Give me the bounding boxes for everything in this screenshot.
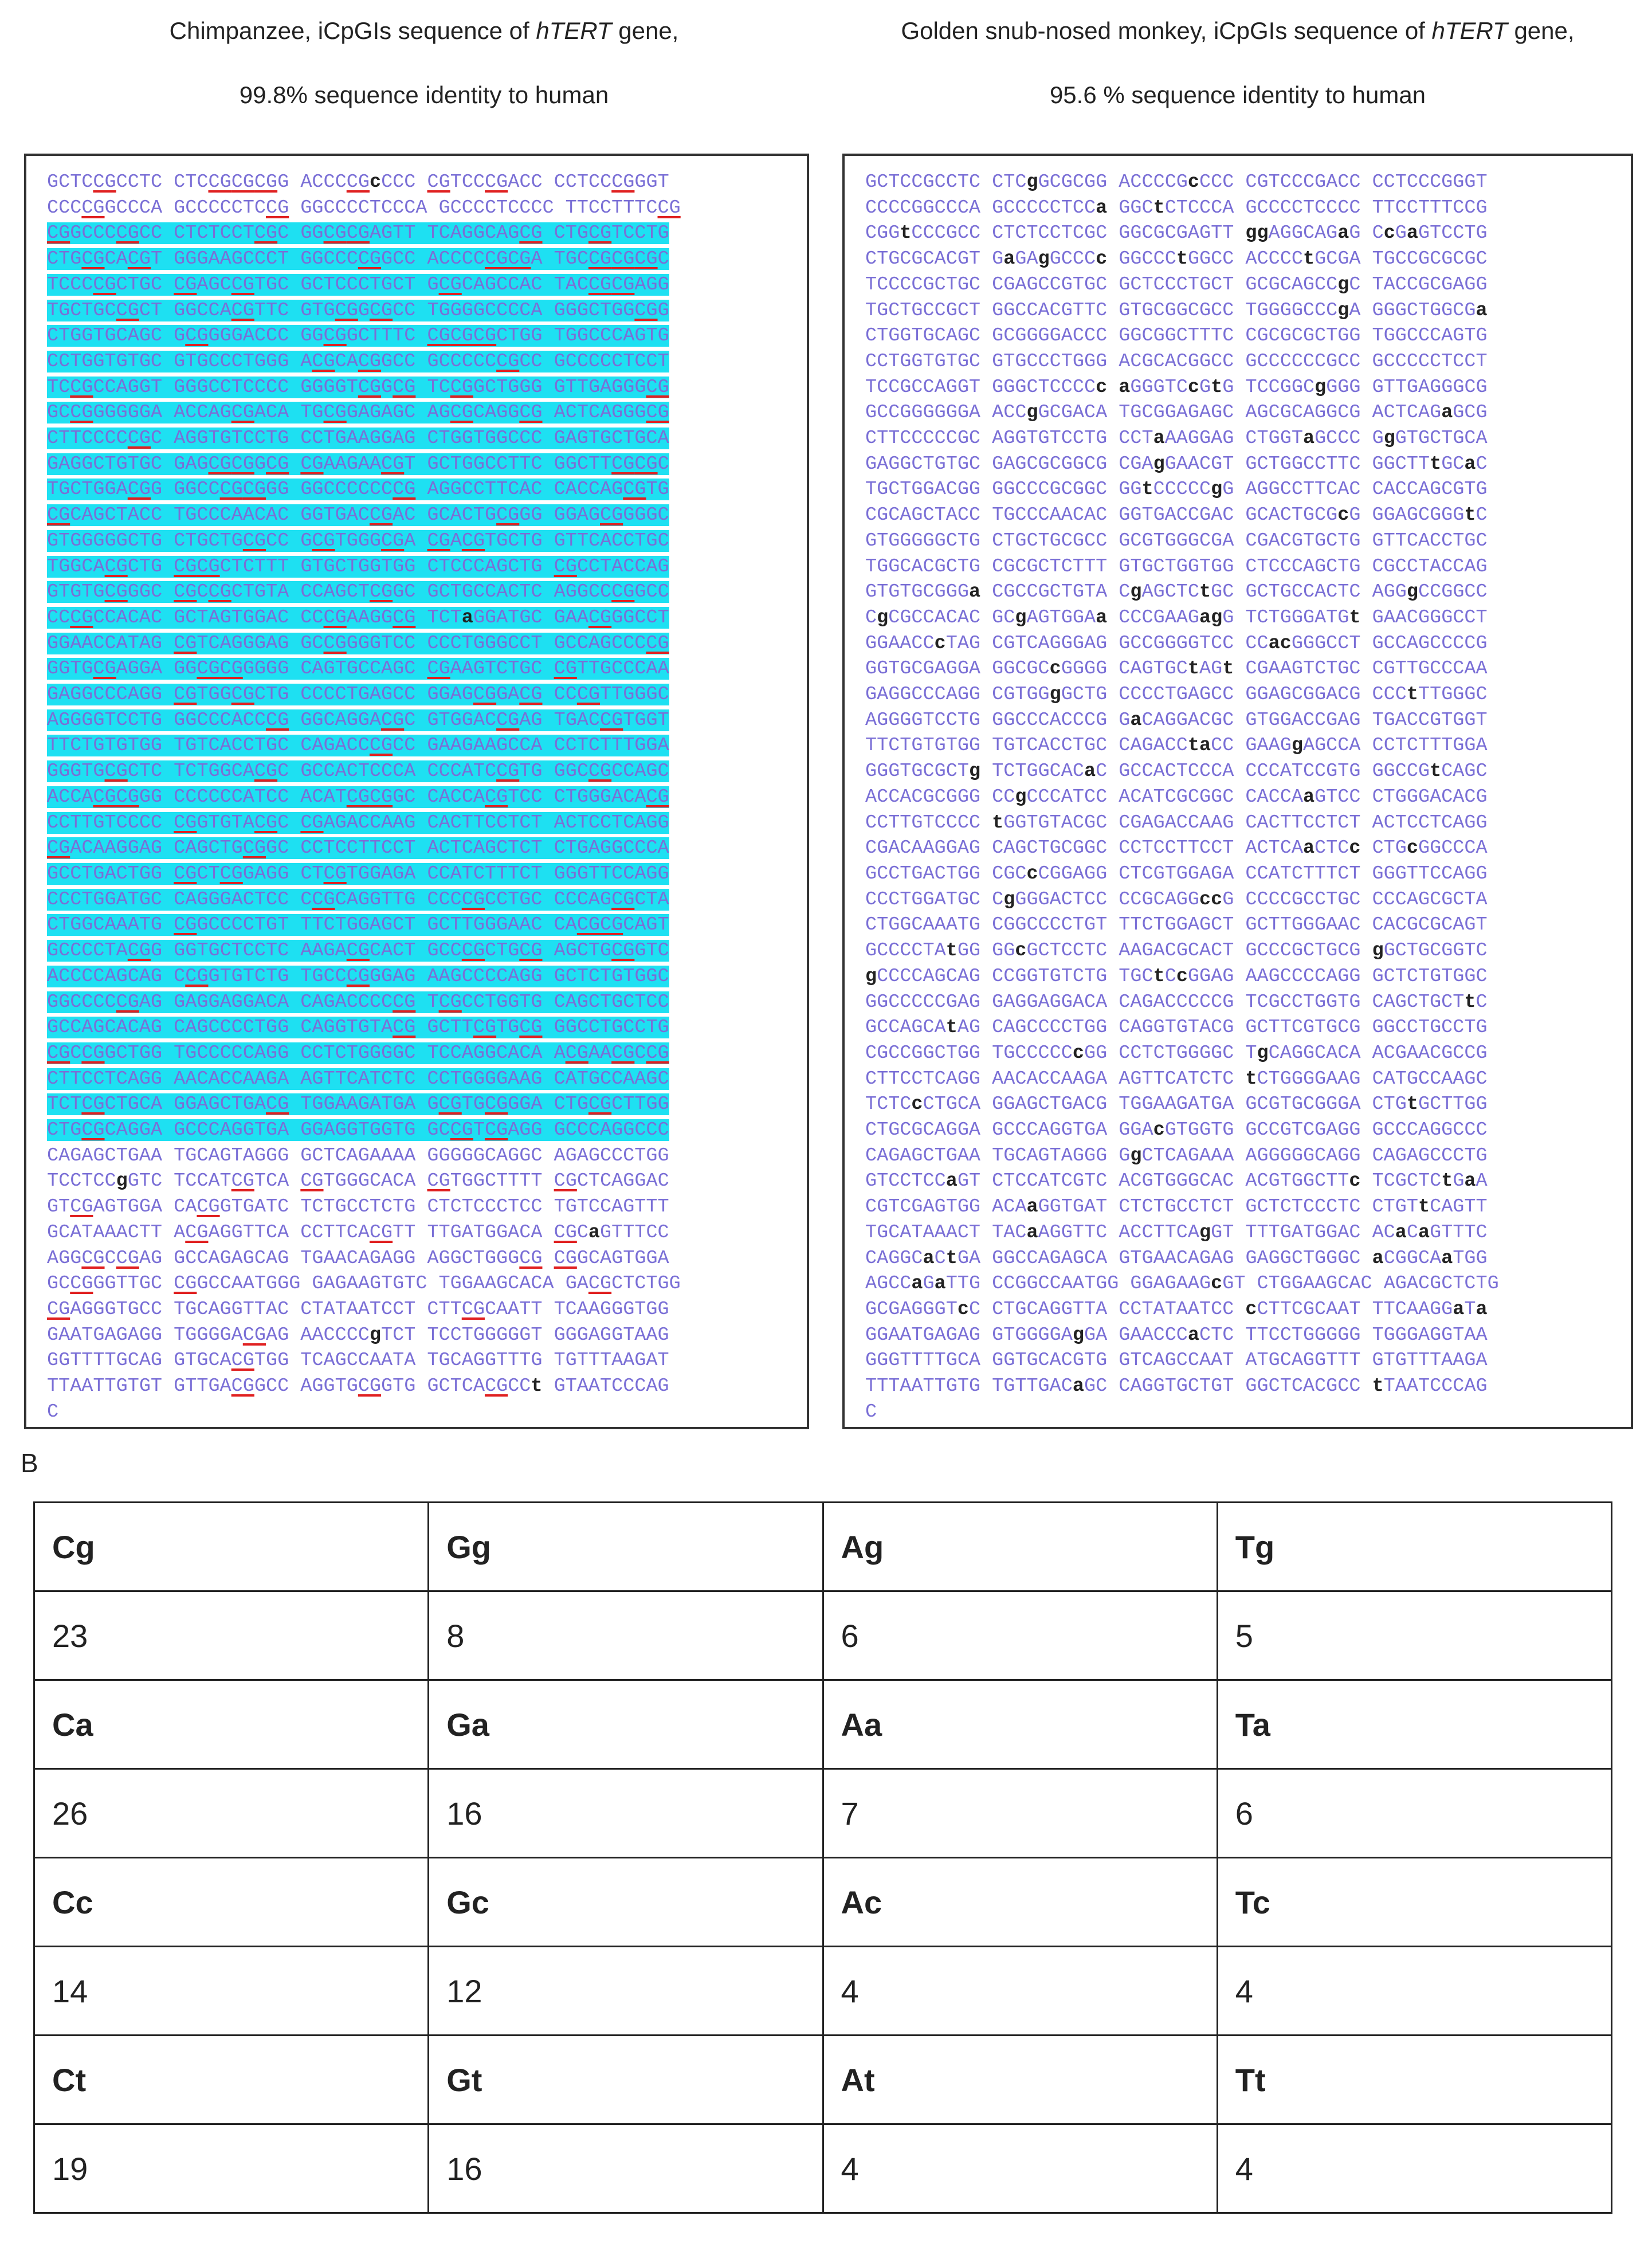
sequence-line: AGGGGTCCTG GGCCCACCCG GGCAGGACGC GTGGACCGAG TGACCGTGGT: [47, 709, 669, 731]
sequence-line: TCCGCCAGGT GGGCCTCCCC GGGGTCGGCG TCCGGCTGGG GTTGAGGGCG: [47, 376, 669, 398]
sequence-line: GAGGCTGTGC GAGCGCGGCG CGAgGAACGT GCTGGCCTTC GGCTTtGCaC: [865, 453, 1488, 475]
table-row: [34, 1858, 1612, 1947]
sequence-line: C: [865, 1401, 877, 1423]
sequence-line: GCCTGACTGG CGCTCGGAGG CTCGTGGAGA CCATCTTTCT GGGTTCCAGG: [47, 862, 669, 885]
sequence-line: GAGGCCCAGG CGTGGgGCTG CCCCTGAGCC GGAGCGGACG CCCtTTGGGC: [865, 684, 1488, 706]
sequence-line: AGGGGTCCTG GGCCCACCCG GaCAGGACGC GTGGACCGAG TGACCGTGGT: [865, 709, 1488, 731]
sequence-line: GGCCCCCGAG GAGGAGGACA CAGACCCCCG TCGCCTGGTG CAGCTGCTCC: [47, 991, 669, 1013]
sequence-line: CCCTGGATGC CAGGGACTCC CCGCAGGTTG CCCCGCCTGC CCCAGCGCTA: [47, 888, 669, 911]
sequence-line: CGAGGGTGCC TGCAGGTTAC CTATAATCCT CTTCGCAATT TCAAGGGTGG: [47, 1298, 669, 1320]
sequence-line: GAGGCTGTGC GAGCGCGGCG CGAAGAACGT GCTGGCCTTC GGCTTCGCGC: [47, 453, 669, 475]
sequence-line: GGGTTTTGCA GGTGCACGTG GTCAGCCAAT ATGCAGGTTT GTGTTTAAGA: [865, 1350, 1488, 1372]
count-cell: 12: [429, 1947, 823, 2036]
sequence-line: GCCAGCAtAG CAGCCCCTGG CAGGTGTACG GCTTCGTGCG GGCCTGCCTG: [865, 1017, 1488, 1039]
sequence-line: GCATAAACTT ACGAGGTTCA CCTTCACGTT TTGATGGACA CGCaGTTTCC: [47, 1221, 669, 1244]
left-title-gene: hTERT: [536, 17, 612, 44]
sequence-line: CCCCGGCCCA GCCCCCTCCG GGCCCCTCCCA GCCCCTCCCC TTCCTTTCCG: [47, 197, 681, 219]
sequence-line: CAGGCaCtGA GGCCAGAGCA GTGAACAGAG GAGGCTGGGC aCGGCAaTGG: [865, 1247, 1488, 1269]
count-cell: 16: [429, 1769, 823, 1858]
dinucleotide-header-cell: Aa: [823, 1680, 1217, 1769]
sequence-line: GCCAGCACAG CAGCCCCTGG CAGGTGTACG GCTTCGTGCG GGCCTGCCTG: [47, 1017, 669, 1039]
sequence-line: TTTAATTGTG TGTTGACaGC CAGGTGCTGT GGCTCACGCC tTAATCCCAG: [865, 1375, 1488, 1398]
sequence-line: CGCAGCTACC TGCCCAACAC GGTGACCGAC GCACTGCGGG GGAGCGGGGC: [47, 504, 669, 527]
sequence-line: GGCCCCCGAG GAGGAGGACA CAGACCCCCG TCGCCTGGTG CAGCTGCTtC: [865, 991, 1488, 1013]
table-row: [34, 1591, 1612, 1680]
sequence-line: GCTCCGCCTC CTCCGCGCGG ACCCCGcCCC CGTCCCGACC CCTCCCGGGT: [47, 171, 669, 193]
table-row: [34, 1769, 1612, 1858]
sequence-line: TCCCCGCTGC CGAGCCGTGC GCTCCCTGCT GCGCAGCCAC TACCGCGAGG: [47, 273, 669, 296]
sequence-line: CGTCGAGTGG ACAaGGTGAT CTCTGCCTCT GCTCTCCCTC CTGTtCAGTT: [865, 1196, 1488, 1218]
count-cell: 6: [823, 1591, 1217, 1680]
sequence-line: TCCTCCgGTC TCCATCGTCA CGTGGGCACA CGTGGCTTTT CGCTCAGGAC: [47, 1170, 669, 1193]
sequence-line: TTCTGTGTGG TGTCACCTGC CAGACCCGCC GAAGAAGCCA CCTCTTTGGA: [47, 735, 669, 757]
sequence-line: ACCACGCGGG CCgCCCATCC ACATCGCGGC CACCAaGTCC CTGGGACACG: [865, 786, 1488, 808]
dinucleotide-header-cell: Gc: [429, 1858, 823, 1947]
sequence-line: GGGTGCGCTC TCTGGCACGC GCCACTCCCA CCCATCCGTG GGCCGCCAGC: [47, 760, 669, 783]
sequence-line: CTGGTGCAGC GCGGGGACCC GGCGGCTTTC CGCGCGCTGG TGGCCCAGTG: [865, 325, 1488, 347]
dinucleotide-header-cell: Ca: [34, 1680, 429, 1769]
table-row: [34, 1503, 1612, 1591]
sequence-line: CCTTGTCCCC CGGTGTACGC CGAGACCAAG CACTTCCTCT ACTCCTCAGG: [47, 811, 669, 834]
sequence-line: CgCGCCACAC GCgAGTGGAa CCCGAAGagG TCTGGGATGt GAACGGGCCT: [865, 606, 1488, 629]
sequence-line: TCCCCGCTGC CGAGCCGTGC GCTCCCTGCT GCGCAGCCgC TACCGCGAGG: [865, 273, 1488, 296]
sequence-line: GTCGAGTGGA CACGGTGATC TCTGCCTCTG CTCTCCCTCC TGTCCAGTTT: [47, 1196, 669, 1218]
count-cell: 4: [1217, 1947, 1611, 2036]
dinucleotide-header-cell: Ga: [429, 1680, 823, 1769]
sequence-line: GTGGGGGCTG CTGCTGCGCC GCGTGGGCGA CGACGTGCTG GTTCACCTGC: [865, 530, 1488, 552]
sequence-line: ACCCCAGCAG CCGGTGTCTG TGCCCGGGAG AAGCCCCAGG GCTCTGTGGC: [47, 965, 669, 987]
sequence-line: CGCAGCTACC TGCCCAACAC GGTGACCGAC GCACTGCGcG GGAGCGGGtC: [865, 504, 1488, 527]
dinucleotide-table: [33, 1501, 1612, 2214]
sequence-line: TGGCACGCTG CGCGCTCTTT GTGCTGGTGG CTCCCAGCTG CGCCTACCAG: [865, 555, 1488, 578]
sequence-line: GTGTGCGGGC CGCCGCTGTA CCAGCTCGGC GCTGCCACTC AGGCCCGGCC: [47, 581, 669, 603]
right-title-suffix: gene,: [1507, 17, 1575, 44]
sequence-line: CGGCCCCGCC CTCTCCTCGC GGCGCGAGTT TCAGGCAGCG CTGCGTCCTG: [47, 222, 669, 245]
sequence-line: TCCGCCAGGT GGGCTCCCCc aGGGTCcGtG TCCGGCgGGG GTTGAGGGCG: [865, 376, 1488, 398]
count-cell: 7: [823, 1769, 1217, 1858]
sequence-line: GCCGGGTTGC CGGCCAATGGG GAGAAGTGTC TGGAAGCACA GACGCTCTGG: [47, 1273, 681, 1295]
sequence-line: CTGCGCAGGA GCCCAGGTGA GGAGGTGGTG GCCGTCGAGG GCCCAGGCCC: [47, 1119, 669, 1142]
dinucleotide-header-cell: Ct: [34, 2036, 429, 2124]
sequence-line: GGAATGAGAG GTGGGGAgGA GAACCCaCTC TTCCTGGGGG TGGGAGGTAA: [865, 1324, 1488, 1346]
sequence-line: CGACAAGGAG CAGCTGCGGC CCTCCTTCCT ACTCAGCTCT CTGAGGCCCA: [47, 837, 669, 860]
sequence-line: CCTGGTGTGC GTGCCCTGGG ACGCACGGCC GCCCCCCGCC GCCCCCTCCT: [865, 350, 1488, 372]
sequence-line: CTGGCAAATG CGGCCCCTGT TTCTGGAGCT GCTTGGGAAC CACGCGCAGT: [865, 914, 1488, 936]
dinucleotide-header-cell: Tc: [1217, 1858, 1611, 1947]
sequence-line: TGCTGGACGG GGCCCGCGGC GGtCCCCCgG AGGCCTTCAC CACCAGCGTG: [865, 479, 1488, 501]
count-cell: 6: [1217, 1769, 1611, 1858]
sequence-line: CCTTGTCCCC tGGTGTACGC CGAGACCAAG CACTTCCTCT ACTCCTCAGG: [865, 811, 1488, 834]
right-title-prefix: Golden snub-nosed monkey, iCpGIs sequence of: [901, 17, 1432, 44]
dinucleotide-header-cell: Ag: [823, 1503, 1217, 1591]
sequence-line: GGAACCcTAG CGTCAGGGAG GCCGGGGTCC CCacGGGCCT GCCAGCCCCG: [865, 632, 1488, 654]
sequence-line: GGGTGCGCTg TCTGGCACaC GCCACTCCCA CCCATCCGTG GGCCGtCAGC: [865, 760, 1488, 783]
count-cell: 23: [34, 1591, 429, 1680]
sequence-line: GTCCTCCaGT CTCCATCGTC ACGTGGGCAC ACGTGGCTTc TCGCTCtGaA: [865, 1170, 1488, 1193]
left-panel-title-line2: 99.8% sequence identity to human: [239, 81, 609, 108]
sequence-line: GCCGGGGGGA ACCAGCGACA TGCGGAGAGC AGCGCAGGCG ACTCAGGGCG: [47, 402, 669, 424]
sequence-line: CGCCGGCTGG TGCCCCCcGG CCTCTGGGGC TgCAGGCACA ACGAACGCCG: [865, 1042, 1488, 1064]
count-cell: 4: [823, 1947, 1217, 2036]
sequence-line: GCCCCTAtGG GGcGCTCCTC AAGACGCACT GCCCGCTGCG gGCTGCGGTC: [865, 940, 1488, 962]
right-panel-title-line1: [837, 17, 1639, 45]
snub-nosed-monkey-sequence-panel: [842, 154, 1633, 1429]
sequence-line: TGGCACGCTG CGCGCTCTTT GTGCTGGTGG CTCCCAGCTG CGCCTACCAG: [47, 555, 669, 578]
sequence-line: CCCTGGATGC CgGGGACTCC CCGCAGGccG CCCCGCCTGC CCCAGCGCTA: [865, 888, 1488, 911]
sequence-line: GGTTTTGCAG GTGCACGTGG TCAGCCAATA TGCAGGTTTG TGTTTAAGAT: [47, 1350, 669, 1372]
sequence-line: GCGAGGGTcC CTGCAGGTTA CCTATAATCC cCTTCGCAAT TTCAAGGaTa: [865, 1298, 1488, 1320]
sequence-line: CTGCGCACGT GGGAAGCCCT GGCCCCGGCC ACCCCCGCGA TGCCGCGCGC: [47, 248, 669, 270]
sequence-line: GGAACCATAG CGTCAGGGAG GCCGGGGTCC CCCTGGGCCT GCCAGCCCCG: [47, 632, 669, 654]
chimpanzee-sequence-text: [47, 170, 681, 1425]
count-cell: 16: [429, 2124, 823, 2213]
sequence-line: CTTCCTCAGG AACACCAAGA AGTTCATCTC CCTGGGGAAG CATGCCAAGC: [47, 1068, 669, 1090]
sequence-line: CTGGTGCAGC GCGGGGACCC GGCGGCTTTC CGCGCGCTGG TGGCCCAGTG: [47, 325, 669, 347]
table-row: [34, 1680, 1612, 1769]
sequence-line: AGCCaGaTTG CCGGCCAATGG GGAGAAGcGT CTGGAAGCAC AGACGCTCTG: [865, 1273, 1499, 1295]
sequence-line: GTGGGGGCTG CTGCTGCGCC GCGTGGGCGA CGACGTGCTG GTTCACCTGC: [47, 530, 669, 552]
sequence-line: CCTGGTGTGC GTGCCCTGGG ACGCACGGCC GCCCCCCGCC GCCCCCTCCT: [47, 350, 669, 372]
left-title-prefix: Chimpanzee, iCpGIs sequence of: [169, 17, 536, 44]
sequence-line: TGCTGGACGG GGCCCGCGGG GGCCCCCCCG AGGCCTTCAC CACCAGCGTG: [47, 479, 669, 501]
left-title-suffix: gene,: [611, 17, 679, 44]
sequence-line: C: [47, 1401, 59, 1423]
sequence-line: CTTCCTCAGG AACACCAAGA AGTTCATCTC tCTGGGGAAG CATGCCAAGC: [865, 1068, 1488, 1090]
dinucleotide-header-cell: Gg: [429, 1503, 823, 1591]
dinucleotide-header-cell: At: [823, 2036, 1217, 2124]
snub-nosed-monkey-sequence-text: [865, 170, 1499, 1425]
sequence-line: ACCACGCGGG CCCCCCATCC ACATCGCGGC CACCACGTCC CTGGGACACG: [47, 786, 669, 808]
sequence-line: TGCTGCCGCT GGCCACGTTC GTGCGGCGCC TGGGGCCCgA GGGCTGGCGa: [865, 299, 1488, 321]
count-cell: 26: [34, 1769, 429, 1858]
sequence-line: AGGCGCCGAG GCCAGAGCAG TGAACAGAGG AGGCTGGGCG CGGCAGTGGA: [47, 1247, 669, 1269]
sequence-line: TTAATTGTGT GTTGACGGCC AGGTGCGGTG GCTCACGCCt GTAATCCCAG: [47, 1375, 669, 1398]
right-panel-title-line2: 95.6 % sequence identity to human: [1049, 81, 1426, 108]
panel-b-label: B: [21, 1448, 38, 1478]
sequence-line: CTTCCCCCGC AGGTGTCCTG CCTGAAGGAG CTGGTGGCCC GAGTGCTGCA: [47, 428, 669, 450]
table-row: [34, 1947, 1612, 2036]
sequence-line: GCCTGACTGG CGCcCGGAGG CTCGTGGAGA CCATCTTTCT GGGTTCCAGG: [865, 862, 1488, 885]
sequence-line: CCCGCCACAC GCTAGTGGAC CCCGAAGGCG TCTaGGATGC GAACGGGCCT: [47, 606, 669, 629]
sequence-line: TCTCGCTGCA GGAGCTGACG TGGAAGATGA GCGTGCGGGA CTGCGCTTGG: [47, 1093, 669, 1116]
dinucleotide-header-cell: Cg: [34, 1503, 429, 1591]
dinucleotide-header-cell: Tt: [1217, 2036, 1611, 2124]
count-cell: 4: [1217, 2124, 1611, 2213]
dinucleotide-header-cell: Tg: [1217, 1503, 1611, 1591]
sequence-line: GCTCCGCCTC CTCgGCGCGG ACCCCGcCCC CGTCCCGACC CCTCCCGGGT: [865, 171, 1488, 193]
table-row: [34, 2124, 1612, 2213]
sequence-line: CGACAAGGAG CAGCTGCGGC CCTCCTTCCT ACTCAaCTCc CTGcGGCCCA: [865, 837, 1488, 860]
chimpanzee-sequence-panel: [24, 154, 809, 1429]
sequence-line: CCCCGGCCCA GCCCCCTCCa GGCtCTCCCA GCCCCTCCCC TTCCTTTCCG: [865, 197, 1488, 219]
sequence-line: TTCTGTGTGG TGTCACCTGC CAGACCtaCC GAAGgAGCCA CCTCTTTGGA: [865, 735, 1488, 757]
count-cell: 19: [34, 2124, 429, 2213]
sequence-line: TGCTGCCGCT GGCCACGTTC GTGCGGCGCC TGGGGCCCCA GGGCTGGCGG: [47, 299, 669, 321]
dinucleotide-header-cell: Ta: [1217, 1680, 1611, 1769]
sequence-line: GCCCCTACGG GGTGCTCCTC AAGACGCACT GCCCGCTGCG AGCTGCGGTC: [47, 940, 669, 962]
sequence-line: CTTCCCCCGC AGGTGTCCTG CCTaAAGGAG CTGGTaGCCC GgGTGCTGCA: [865, 428, 1488, 450]
sequence-line: CGCCGGCTGG TGCCCCCAGG CCTCTGGGGC TCCAGGCACA ACGAACGCCG: [47, 1042, 669, 1064]
dinucleotide-header-cell: Cc: [34, 1858, 429, 1947]
table-row: [34, 2036, 1612, 2124]
count-cell: 4: [823, 2124, 1217, 2213]
count-cell: 14: [34, 1947, 429, 2036]
sequence-line: GGTGCGAGGA GGCGCcGGGG CAGTGCtAGt CGAAGTCTGC CGTTGCCCAA: [865, 658, 1488, 680]
sequence-line: GCCGGGGGGA ACCgGCGACA TGCGGAGAGC AGCGCAGGCG ACTCAGaGCG: [865, 402, 1488, 424]
sequence-line: CTGGCAAATG CGGCCCCTGT TTCTGGAGCT GCTTGGGAAC CACGCGCAGT: [47, 914, 669, 936]
count-cell: 5: [1217, 1591, 1611, 1680]
sequence-line: GTGTGCGGGa CGCCGCTGTA CgAGCTCtGC GCTGCCACTC AGGgCCGGCC: [865, 581, 1488, 603]
dinucleotide-header-cell: Ac: [823, 1858, 1217, 1947]
sequence-line: CTGCGCACGT GaGAgGCCCc GGCCCtGGCC ACCCCtGCGA TGCCGCGCGC: [865, 248, 1488, 270]
sequence-line: CTGCGCAGGA GCCCAGGTGA GGAcGTGGTG GCCGTCGAGG GCCCAGGCCC: [865, 1119, 1488, 1142]
sequence-line: GAATGAGAGG TGGGGACGAG AACCCCgTCT TCCTGGGGGT GGGAGGTAAG: [47, 1324, 669, 1346]
left-panel-title-line1: [23, 17, 825, 45]
right-title-gene: hTERT: [1431, 17, 1508, 44]
sequence-line: GGTGCGAGGA GGCGCGGGGG CAGTGCCAGC CGAAGTCTGC CGTTGCCCAA: [47, 658, 669, 680]
sequence-line: GAGGCCCAGG CGTGGCGCTG CCCCTGAGCC GGAGCGGACG CCCGTTGGGC: [47, 684, 669, 706]
dinucleotide-header-cell: Gt: [429, 2036, 823, 2124]
count-cell: 8: [429, 1591, 823, 1680]
sequence-line: CAGAGCTGAA TGCAGTAGGG GCTCAGAAAA GGGGGCAGGC AGAGCCCTGG: [47, 1144, 669, 1167]
sequence-line: TGCATAAACT TACaAGGTTC ACCTTCAgGT TTTGATGGAC ACaCaGTTTC: [865, 1221, 1488, 1244]
sequence-line: CGGtCCCGCC CTCTCCTCGC GGCGCGAGTT ggAGGCAGaG CcGaGTCCTG: [865, 222, 1488, 245]
sequence-line: gCCCCAGCAG CCGGTGTCTG TGCtCcGGAG AAGCCCCAGG GCTCTGTGGC: [865, 965, 1488, 987]
sequence-line: CAGAGCTGAA TGCAGTAGGG GgCTCAGAAA AGGGGGCAGG CAGAGCCCTG: [865, 1144, 1488, 1167]
sequence-line: TCTCcCTGCA GGAGCTGACG TGGAAGATGA GCGTGCGGGA CTGtGCTTGG: [865, 1093, 1488, 1116]
